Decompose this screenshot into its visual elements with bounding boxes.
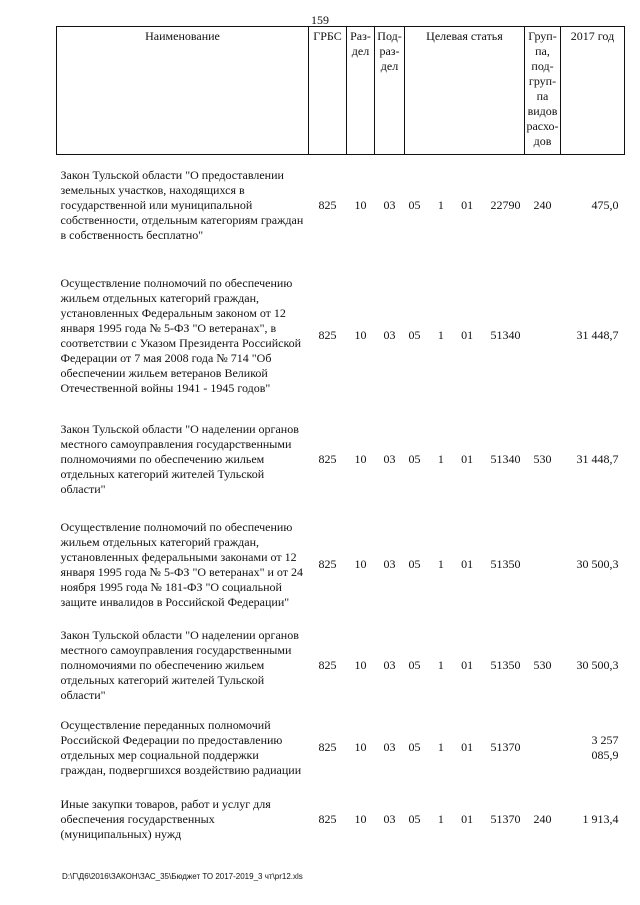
row-section: 10	[354, 812, 367, 826]
table-row	[57, 789, 625, 851]
row-section: 10	[354, 557, 367, 571]
target-part: 1	[437, 812, 444, 826]
row-target	[405, 505, 525, 625]
target-part: 05	[408, 198, 421, 213]
header-name: Наименование	[57, 27, 309, 155]
target-part: 05	[408, 557, 421, 571]
target-part: 05	[408, 328, 421, 342]
row-grbs: 825	[318, 198, 337, 213]
table-row	[57, 505, 625, 625]
target-part: 1	[437, 328, 444, 342]
row-amount: 1 913,4	[582, 812, 619, 826]
row-name: Осуществление полномочий по обеспечению жильем отдельных категорий граждан, установленных Федеральным законом от 12 января 1995 года № 5-ФЗ "О ветеранах", в соответствии с Указом Президента Российской Федерации от 7 мая 2008 года № 714 "Об обеспечении жильем ветеранов Великой Отечественной войны 1941 - 1945 годов"	[60, 275, 302, 395]
header-grbs: ГРБС	[309, 27, 347, 155]
target-part: 05	[408, 658, 421, 672]
target-part: 1	[437, 557, 444, 571]
row-subsection: 03	[383, 740, 396, 754]
target-part: 01	[461, 198, 474, 213]
target-part: 51340	[490, 452, 521, 466]
target-part: 1	[437, 658, 444, 672]
target-part: 1	[437, 740, 444, 754]
target-part: 01	[461, 328, 474, 342]
header-year: 2017 год	[561, 27, 625, 155]
row-name: Осуществление полномочий по обеспечению жильем отдельных категорий граждан, установленных федеральными законами от 12 января 1995 года № 5-ФЗ "О ветеранах" и от 24 ноября 1995 года № 181-ФЗ "О социальной защите инвалидов в Российской Федерации"	[60, 519, 303, 609]
row-group: 530	[533, 452, 552, 466]
target-part: 22790	[490, 198, 521, 213]
row-name: Иные закупки товаров, работ и услуг для обеспечения государственных (муниципальных) нужд	[60, 797, 271, 841]
row-subsection: 03	[383, 658, 396, 672]
target-part: 01	[461, 658, 474, 672]
target-part: 05	[408, 812, 421, 826]
row-section: 10	[354, 198, 367, 213]
row-amount: 475,0	[591, 198, 619, 213]
target-part: 05	[408, 740, 421, 754]
row-subsection: 03	[383, 328, 396, 342]
row-group: 530	[533, 658, 552, 672]
row-section: 10	[354, 452, 367, 466]
target-part: 01	[461, 812, 474, 826]
target-part: 51370	[490, 740, 521, 754]
row-subsection: 03	[383, 452, 396, 466]
target-part: 51350	[490, 658, 521, 672]
row-amount: 31 448,7	[576, 452, 619, 466]
target-part: 51340	[490, 328, 521, 342]
row-target	[405, 707, 525, 789]
row-target	[405, 155, 525, 257]
target-part: 01	[461, 452, 474, 466]
row-name: Закон Тульской области "О наделении органов местного самоуправления государственными полномочиями по обеспечению жильем отдельных категорий жителей Тульской области"	[60, 628, 299, 702]
row-subsection: 03	[383, 812, 396, 826]
row-group	[525, 707, 561, 789]
header-subsection: Под- раз- дел	[375, 27, 405, 155]
row-subsection: 03	[383, 198, 396, 213]
header-group: Груп- па, под- груп- па видов расхо- дов	[525, 27, 561, 155]
target-part: 01	[461, 740, 474, 754]
table-header-row	[57, 27, 625, 155]
row-group: 240	[533, 812, 552, 826]
row-grbs: 825	[318, 328, 337, 342]
row-group	[525, 505, 561, 625]
table-row	[57, 707, 625, 789]
row-target	[405, 625, 525, 707]
row-amount: 30 500,3	[576, 557, 619, 571]
row-name: Осуществление переданных полномочий Российской Федерации по предоставлению отдельных мер социальной поддержки граждан, подвергшихся воздействию радиации	[60, 717, 302, 777]
row-subsection: 03	[383, 557, 396, 571]
row-name: Закон Тульской области "О предоставлении земельных участков, находящихся в государственной или муниципальной собственности, отдельным категориям граждан в собственность бесплатно"	[60, 168, 304, 243]
target-part: 05	[408, 452, 421, 466]
file-path-footer: D:\Г\Д6\2016\ЗАКОН\ЗАС_35\Бюджет ТО 2017-2019_3 чт\pr12.xls	[62, 872, 303, 881]
row-section: 10	[354, 328, 367, 342]
table-row	[57, 415, 625, 505]
target-part: 01	[461, 557, 474, 571]
row-target	[405, 789, 525, 851]
header-target: Целевая статья	[405, 27, 525, 155]
target-part: 51350	[490, 557, 521, 571]
row-grbs: 825	[318, 740, 337, 754]
table-row	[57, 155, 625, 257]
row-amount: 30 500,3	[576, 658, 619, 672]
row-name: Закон Тульской области "О наделении органов местного самоуправления государственными полномочиями по обеспечению жильем отдельных категорий жителей Тульской области"	[60, 422, 299, 496]
header-section: Раз- дел	[347, 27, 375, 155]
row-grbs: 825	[318, 812, 337, 826]
row-target	[405, 415, 525, 505]
row-group: 240	[533, 198, 552, 213]
row-section: 10	[354, 658, 367, 672]
row-section: 10	[354, 740, 367, 754]
row-amount: 31 448,7	[576, 328, 619, 342]
target-part: 1	[437, 452, 444, 466]
row-group	[525, 257, 561, 415]
row-grbs: 825	[318, 658, 337, 672]
budget-table	[56, 26, 625, 851]
row-target	[405, 257, 525, 415]
table-row	[57, 257, 625, 415]
row-amount: 3 257 085,9	[591, 732, 619, 762]
target-part: 51370	[490, 812, 521, 826]
row-grbs: 825	[318, 452, 337, 466]
row-grbs: 825	[318, 557, 337, 571]
page-number: 159	[311, 13, 329, 27]
target-part: 1	[437, 198, 444, 213]
table-row	[57, 625, 625, 707]
